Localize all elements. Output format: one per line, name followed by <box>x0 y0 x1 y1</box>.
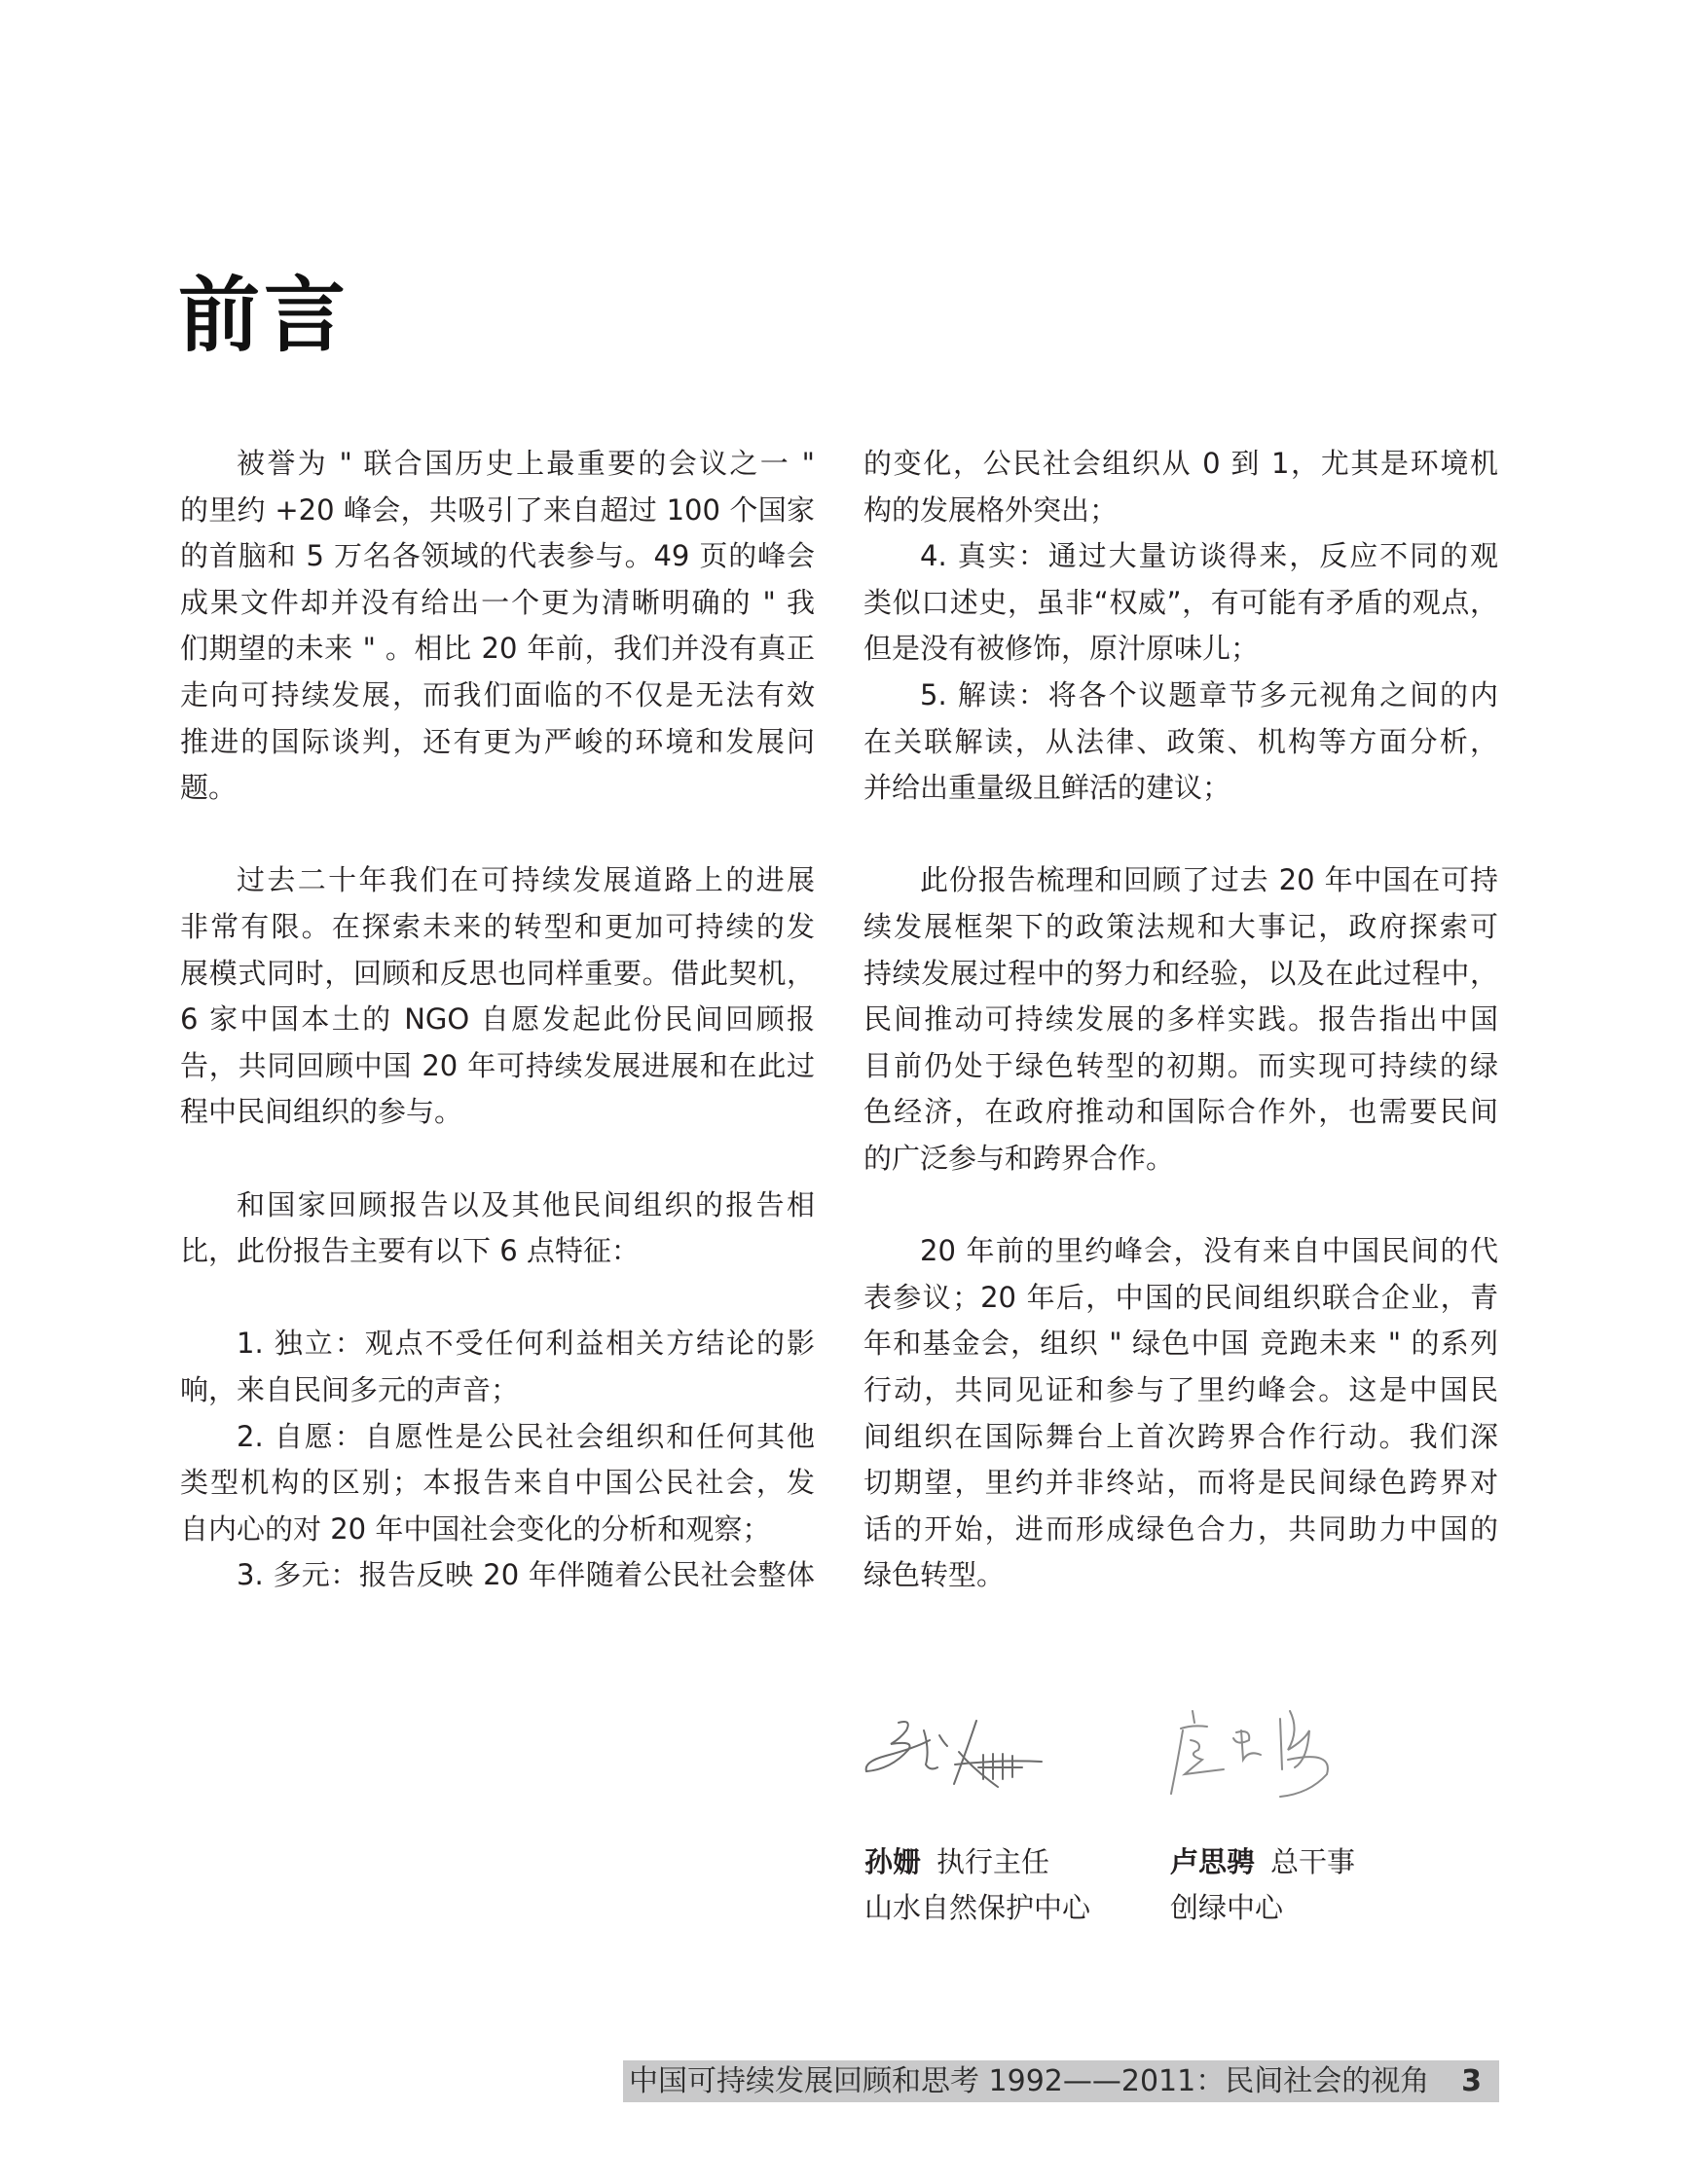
paragraph-line: 成果文件却并没有给出一个更为清晰明确的 " 我 <box>180 585 815 619</box>
signature-lu-sicheng <box>1163 1701 1348 1808</box>
paragraph-line: 非常有限。在探索未来的转型和更加可持续的发 <box>180 910 815 943</box>
paragraph-line: 色经济，在政府推动和国际合作外，也需要民间 <box>863 1095 1498 1129</box>
paragraph-line: 持续发展过程中的努力和经验，以及在此过程中， <box>863 956 1498 990</box>
paragraph-line: 题。 <box>180 771 238 805</box>
paragraph-line: 告，共同回顾中国 20 年可持续发展进展和在此过 <box>180 1048 815 1082</box>
list-item-line: 的变化，公民社会组织从 0 到 1，尤其是环境机 <box>863 447 1498 480</box>
list-item-line: 1. 独立：观点不受任何利益相关方结论的影 <box>237 1327 815 1361</box>
signatory-1-name: 孙姗 <box>864 1845 922 1878</box>
list-item-line: 自内心的对 20 年中国社会变化的分析和观察； <box>180 1511 771 1546</box>
paragraph-line: 表参议；20 年后，中国的民间组织联合企业，青 <box>863 1280 1498 1314</box>
list-item-line: 在关联解读，从法律、政策、机构等方面分析， <box>863 724 1498 758</box>
paragraph-line: 的广泛参与和跨界合作。 <box>863 1142 1175 1175</box>
footer-bar <box>623 2060 1499 2102</box>
signatory-1-role: 执行主任 <box>936 1845 1050 1878</box>
paragraph-line: 比，此份报告主要有以下 6 点特征： <box>180 1234 640 1268</box>
signatory-2-title-line <box>1170 1842 1355 1881</box>
paragraph-line: 话的开始，进而形成绿色合力，共同助力中国的 <box>863 1511 1498 1546</box>
list-item-line: 5. 解读：将各个议题章节多元视角之间的内 <box>920 678 1498 711</box>
paragraph-line: 20 年前的里约峰会，没有来自中国民间的代 <box>920 1234 1498 1268</box>
list-item-line: 2. 自愿：自愿性是公民社会组织和任何其他 <box>237 1419 815 1453</box>
paragraph-line: 展模式同时，回顾和反思也同样重要。借此契机， <box>180 956 815 990</box>
list-item-line: 并给出重量级且鲜活的建议； <box>863 771 1231 805</box>
list-item-line: 3. 多元：报告反映 20 年伴随着公民社会整体 <box>237 1558 815 1592</box>
paragraph-line: 目前仍处于绿色转型的初期。而实现可持续的绿 <box>863 1048 1498 1082</box>
page-title: 前言 <box>178 268 350 364</box>
footer-report-title: 中国可持续发展回顾和思考 1992——2011：民间社会的视角 <box>629 2064 1430 2098</box>
signatory-2-organization: 创绿中心 <box>1170 1891 1284 1924</box>
paragraph-line: 和国家回顾报告以及其他民间组织的报告相 <box>237 1187 815 1221</box>
list-item-line: 类型机构的区别；本报告来自中国公民社会，发 <box>180 1466 815 1500</box>
paragraph-line: 此份报告梳理和回顾了过去 20 年中国在可持 <box>920 863 1498 897</box>
paragraph-line: 间组织在国际舞台上首次跨界合作行动。我们深 <box>863 1419 1498 1453</box>
list-item-line: 类似口述史，虽非“权威”，有可能有矛盾的观点， <box>863 585 1498 619</box>
paragraph-line: 们期望的未来 " 。相比 20 年前，我们并没有真正 <box>180 632 815 666</box>
paragraph-line: 民间推动可持续发展的多样实践。报告指出中国 <box>863 1002 1498 1037</box>
paragraph-line: 切期望，里约并非终站，而将是民间绿色跨界对 <box>863 1466 1498 1500</box>
paragraph-line: 程中民间组织的参与。 <box>180 1095 463 1129</box>
signatory-1-organization: 山水自然保护中心 <box>864 1891 1091 1924</box>
signature-sun-shan <box>862 1711 1046 1808</box>
paragraph-line: 的首脑和 5 万名各领域的代表参与。49 页的峰会 <box>180 539 815 573</box>
paragraph-line: 年和基金会，组织 " 绿色中国 竞跑未来 " 的系列 <box>863 1327 1498 1361</box>
paragraph-line: 推进的国际谈判，还有更为严峻的环境和发展问 <box>180 724 815 758</box>
signatory-2-role: 总干事 <box>1270 1845 1356 1878</box>
list-item-line: 构的发展格外突出； <box>863 492 1119 527</box>
list-item-line: 4. 真实：通过大量访谈得来，反应不同的观 <box>920 539 1498 573</box>
signatory-2-name: 卢思骋 <box>1170 1845 1256 1878</box>
page-number: 3 <box>1461 2064 1482 2098</box>
paragraph-line: 行动，共同见证和参与了里约峰会。这是中国民 <box>863 1373 1498 1406</box>
paragraph-line: 走向可持续发展，而我们面临的不仅是无法有效 <box>180 678 815 711</box>
list-item-line: 响，来自民间多元的声音； <box>180 1373 520 1406</box>
list-item-line: 但是没有被修饰，原汁原味儿； <box>863 632 1260 666</box>
paragraph-line: 过去二十年我们在可持续发展道路上的进展 <box>237 863 815 897</box>
signatory-1-title-line <box>864 1842 1049 1881</box>
paragraph-line: 被誉为 " 联合国历史上最重要的会议之一 " <box>237 447 815 480</box>
paragraph-line: 续发展框架下的政策法规和大事记，政府探索可 <box>863 910 1498 943</box>
paragraph-line: 绿色转型。 <box>863 1558 1006 1592</box>
paragraph-line: 6 家中国本土的 NGO 自愿发起此份民间回顾报 <box>180 1002 815 1037</box>
paragraph-line: 的里约 +20 峰会，共吸引了来自超过 100 个国家 <box>180 492 815 527</box>
